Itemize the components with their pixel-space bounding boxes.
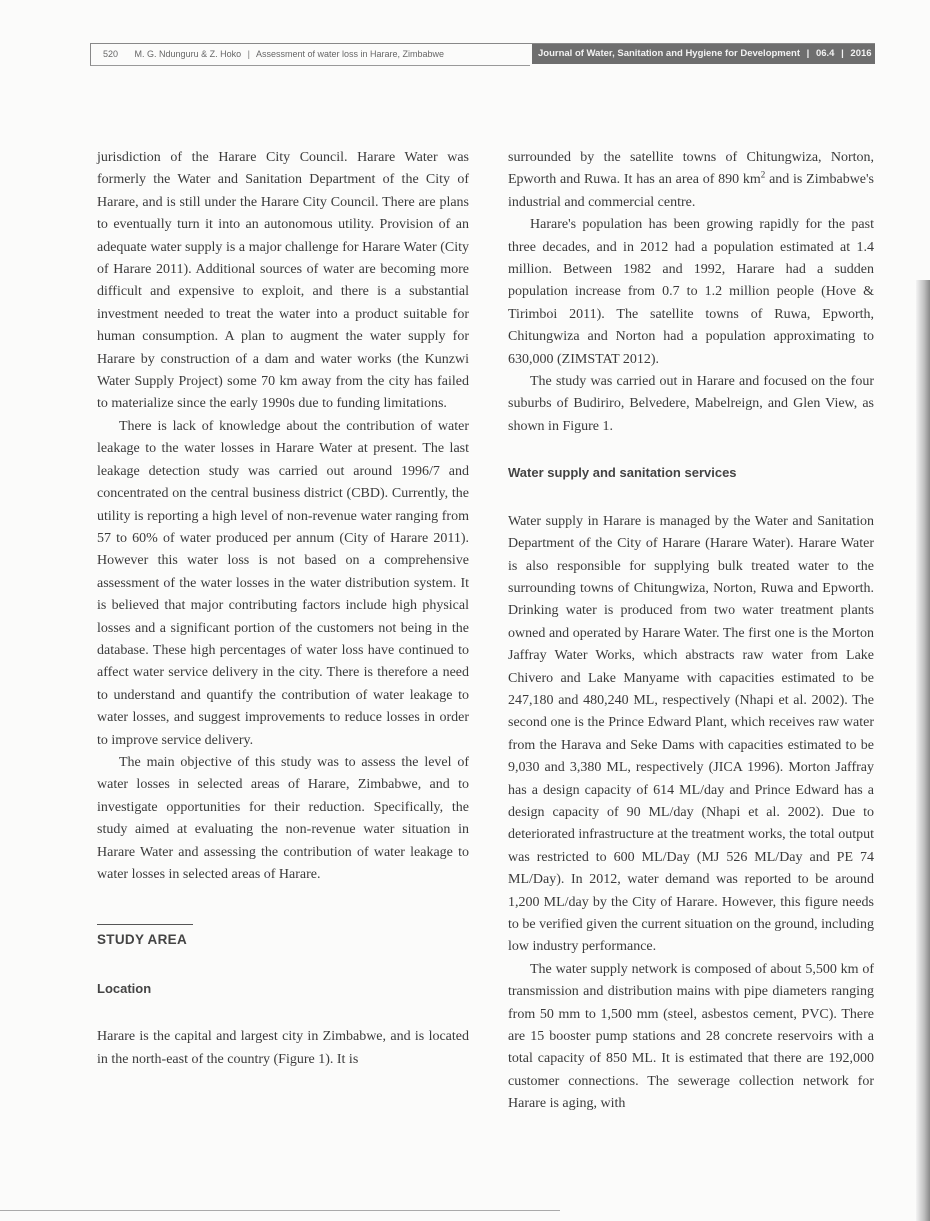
journal-issue: 06.4: [815, 48, 835, 59]
journal-name: Journal of Water, Sanitation and Hygiene for Development: [538, 48, 800, 59]
body-paragraph: The water supply network is composed of about 5,500 km of transmission and distribution mains with pipe diameters ranging from 50 mm to 1,500 mm (steel, asbestos cement, PVC). There are 15 booster pump stations and 28 concrete reservoirs with a total capacity of 850 ML. It is estimated that there are 192,000 customer connections. The sewerage collection network for Harare is aging, with: [508, 961, 874, 1112]
header-left: [90, 44, 530, 66]
body-paragraph: The main objective of this study was to assess the level of water losses in selected areas of Harare, Zimbabwe, and to investigate opportunities for their reduction. Specifically, the study aimed at evaluating the non-revenue water situation in Harare Water and assessing the contribution of water leakage to water losses in selected areas of Harare.: [97, 754, 469, 882]
header-separator: |: [806, 48, 810, 59]
header-authors: M. G. Ndunguru & Z. Hoko: [134, 49, 242, 59]
journal-banner: [532, 44, 875, 64]
header-separator: |: [841, 48, 844, 59]
body-paragraph: Water supply in Harare is managed by the Water and Sanitation Department of the City of Harare (Harare Water). Harare Water is also responsible for supplying bulk treated water to the surrounding towns of Chitungwiza, Norton, Ruwa and Epworth. Drinking water is produced from two water treatment plants owned and operated by Harare Water. The first one is the Morton Jaffray Water Works, which abstracts raw water from Lake Chivero and Lake Manyame with capacities estimated to be 247,180 and 480,240 ML, respectively (Nhapi et al. 2002). The second one is the Prince Edward Plant, which receives raw water from the Harava and Seke Dams with capacities estimated to be 9,030 and 3,380 ML, respectively (JICA 1996). Morton Jaffray has a design capacity of 614 ML/day and Prince Edward has a design capacity of 90 ML/day (Nhapi et al. 2002). Due to deteriorated infrastructure at the treatment works, the total output was restricted to 600 ML/Day (MJ 526 ML/Day and PE 74 ML/Day). In 2012, water demand was reported to be around 1,200 ML/day by the City of Harare. However, this figure needs to be verified given the current situation on the ground, including low industry performance.: [508, 513, 874, 955]
page-number: 520: [103, 49, 119, 59]
right-column: [508, 147, 874, 1116]
superscript: 2: [760, 169, 766, 180]
section-heading-study-area: STUDY AREA: [97, 932, 188, 948]
scan-edge-shadow: [916, 280, 930, 1221]
header-short-title: Assessment of water loss in Harare, Zimbabwe: [255, 49, 445, 59]
body-paragraph: [508, 147, 874, 214]
subsection-heading-location: Location: [97, 980, 152, 996]
subsection-heading-water-supply: Water supply and sanitation services: [508, 465, 737, 481]
body-paragraph: Harare is the capital and largest city in Zimbabwe, and is located in the north-east of the country (Figure 1). It is: [97, 1029, 469, 1067]
body-paragraph: The study was carried out in Harare and focused on the four suburbs of Budiriro, Belvedere, Mabelreign, and Glen View, as shown in Figure 1.: [508, 374, 874, 434]
running-header: [90, 43, 875, 66]
scan-bottom-line: [0, 1210, 560, 1211]
body-paragraph: Harare's population has been growing rapidly for the past three decades, and in 2012 had a population estimated at 1.4 million. Between 1982 and 1992, Harare had a sudden population increase from 0.7 to 1.2 million people (Hove & Tirimboi 2011). The satellite towns of Ruwa, Epworth, Chitungwiza and Norton had a population approximating to 630,000 (ZIMSTAT 2012).: [508, 217, 874, 367]
paragraph-text: and is Zimbabwe's industrial and commercial centre.: [508, 172, 874, 210]
header-separator: |: [247, 49, 250, 59]
section-rule: [97, 924, 193, 925]
paragraph-text: surrounded by the satellite towns of Chitungwiza, Norton, Epworth and Ruwa. It has an area of 890 km: [508, 150, 874, 188]
body-paragraph: There is lack of knowledge about the contribution of water leakage to the water losses in Harare Water at present. The last leakage detection study was carried out around 1996/7 and concentrated on the central business district (CBD). Currently, the utility is reporting a high level of non-revenue water ranging from 57 to 60% of water produced per annum (City of Harare 2011). However this water loss is not based on a comprehensive assessment of the water losses in the water distribution system. It is believed that major contributing factors include high physical losses and a significant portion of the customers not being in the database. These high percentages of water loss have continued to affect water service delivery in the city. There is therefore a need to understand and quantify the contribution of water leakage to water losses, and suggest improvements to reduce losses in order to improve service delivery.: [97, 418, 469, 748]
journal-year: 2016: [850, 48, 872, 59]
left-column: [97, 147, 469, 1071]
body-paragraph: jurisdiction of the Harare City Council. Harare Water was formerly the Water and Sanitation Department of the City of Harare, and is still under the Harare City Council. There are plans to eventually turn it into an autonomous utility. Provision of an adequate water supply is a major challenge for Harare Water (City of Harare 2011). Additional sources of water are becoming more difficult and expensive to exploit, and there is a substantial investment needed to treat the water into a product suitable for human consumption. A plan to augment the water supply for Harare by construction of a dam and water works (the Kunzwi Water Supply Project) some 70 km away from the city has failed to materialize since the early 1990s due to funding limitations.: [97, 150, 469, 412]
